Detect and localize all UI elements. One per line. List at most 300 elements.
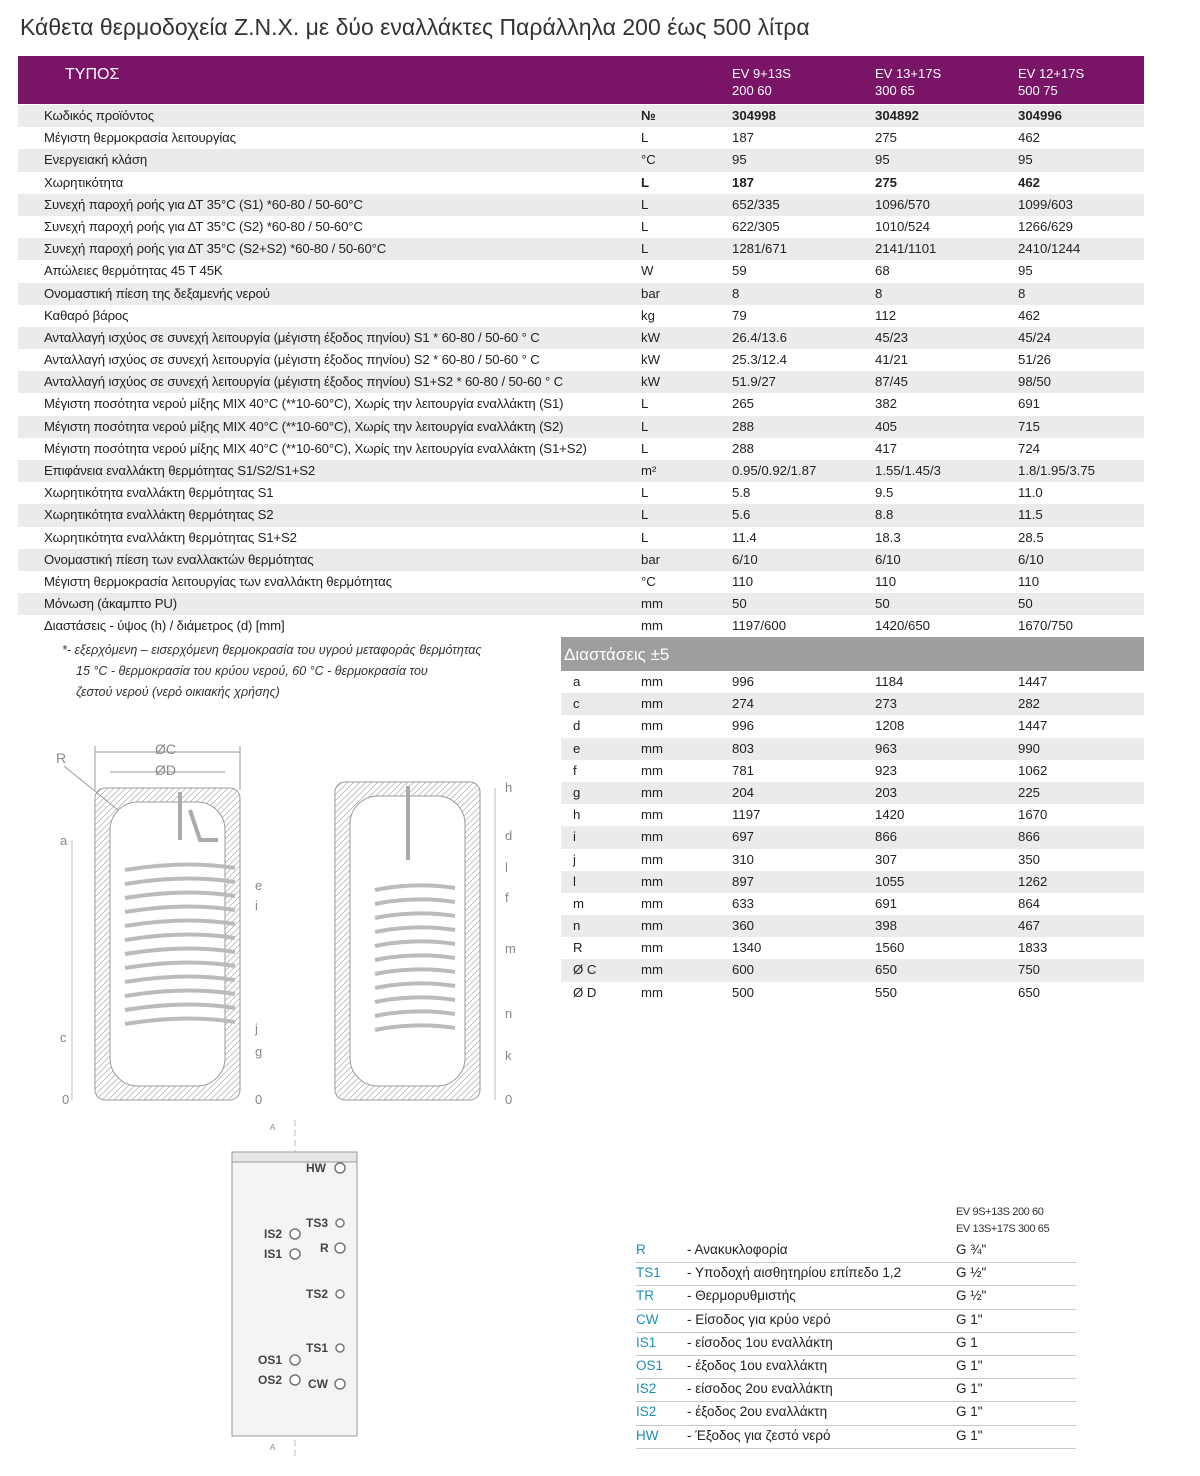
dimension-row (561, 715, 1144, 737)
spec-value-3: 6/10 (1018, 551, 1044, 567)
connection-size: G ½" (956, 1288, 987, 1304)
spec-value-1: 652/335 (732, 196, 780, 212)
spec-unit: kW (641, 352, 661, 368)
label-phi-d: ØD (155, 762, 176, 778)
spec-label: Μέγιστη ποσότητα νερού μίξης MIX 40°C (**10-60°C), Χωρίς την λειτουργία εναλλάκτη (S1+S2) (44, 440, 587, 456)
spec-table-body (18, 105, 1144, 638)
dim-label: i (573, 829, 576, 845)
dimension-row (561, 915, 1144, 937)
spec-value-3: 1.8/1.95/3.75 (1018, 463, 1095, 478)
spec-label: Χωρητικότητα (44, 174, 124, 190)
connection-size: G 1" (956, 1404, 983, 1420)
spec-value-3: 95 (1018, 152, 1033, 168)
right-section-drawing (335, 780, 516, 1107)
spec-value-2: 41/21 (875, 352, 909, 368)
port-label-6: TS1 (306, 1341, 329, 1355)
cross-section-drawings (40, 730, 540, 1115)
spec-value-3: 51/26 (1018, 352, 1052, 368)
dim-value-3: 1447 (1018, 674, 1048, 689)
dimensions-table (561, 671, 1144, 1004)
spec-label: Χωρητικότητα εναλλάκτη θερμότητας S2 (44, 507, 274, 523)
spec-row (18, 504, 1144, 526)
dim-value-3: 1447 (1018, 718, 1048, 734)
connection-code: R (636, 1242, 646, 1257)
page-title: Κάθετα θερμοδοχεία Ζ.Ν.Χ. με δύο εναλλάκτες Παράλληλα 200 έως 500 λίτρα (20, 14, 810, 40)
spec-value-2: 110 (875, 573, 897, 589)
spec-unit: L (641, 241, 649, 257)
spec-label: Χωρητικότητα εναλλάκτη θερμότητας S1+S2 (44, 529, 297, 545)
dim-value-2: 1420 (875, 807, 905, 823)
connection-row (636, 1263, 1076, 1286)
spec-row (18, 416, 1144, 438)
dimension-row (561, 959, 1144, 981)
dim-unit: mm (641, 895, 663, 911)
dim-label: n (573, 918, 581, 934)
spec-value-3: 724 (1018, 440, 1041, 456)
spec-value-1: 95 (732, 152, 747, 168)
spec-value-1: 5.8 (732, 485, 751, 501)
dim-value-3: 1262 (1018, 873, 1048, 889)
spec-value-1: 288 (732, 440, 755, 456)
dimension-row (561, 849, 1144, 871)
dim-value-3: 750 (1018, 962, 1041, 978)
spec-value-3: 98/50 (1018, 374, 1052, 390)
connections-table (636, 1240, 1076, 1449)
spec-row (18, 149, 1144, 171)
dim-unit: mm (641, 718, 663, 734)
spec-value-2: 112 (875, 307, 897, 323)
label-r: R (56, 750, 67, 766)
dim-value-3: 1833 (1018, 940, 1048, 956)
dim-value-2: 963 (875, 740, 898, 756)
spec-unit: L (641, 196, 649, 212)
port-label-5: TS2 (306, 1287, 329, 1301)
dim-value-1: 697 (732, 829, 755, 845)
spec-row (18, 260, 1144, 282)
dim-label: R (573, 940, 583, 956)
dim-value-1: 500 (732, 984, 755, 1000)
dim-value-3: 467 (1018, 918, 1041, 934)
spec-value-3: 1099/603 (1018, 196, 1074, 212)
dim-value-2: 691 (875, 895, 898, 911)
connection-row (636, 1402, 1076, 1425)
dim-value-1: 1340 (732, 940, 762, 956)
label-d: d (505, 828, 513, 843)
connection-row (636, 1333, 1076, 1356)
spec-row (18, 549, 1144, 571)
spec-unit: m² (641, 463, 657, 478)
spec-unit: °C (641, 152, 656, 168)
port-circle-os1 (290, 1355, 300, 1365)
connection-size: G ¾" (956, 1242, 987, 1257)
connection-row (636, 1356, 1076, 1379)
spec-label: Μέγιστη θερμοκρασία λειτουργίας (44, 130, 236, 146)
spec-row (18, 615, 1144, 637)
spec-value-3: 462 (1018, 307, 1041, 323)
spec-value-1: 6/10 (732, 551, 758, 567)
port-label-0: HW (306, 1161, 326, 1175)
spec-value-2: 87/45 (875, 374, 909, 390)
spec-unit: kW (641, 374, 661, 390)
port-circle-ts2 (336, 1290, 344, 1298)
dimension-row (561, 826, 1144, 848)
front-view-drawing (200, 1120, 390, 1460)
spec-value-1: 26.4/13.6 (732, 329, 787, 345)
spec-value-3: 11.5 (1018, 507, 1043, 523)
dimension-row (561, 760, 1144, 782)
port-circle-cw (335, 1379, 345, 1389)
spec-value-3: 95 (1018, 263, 1033, 279)
spec-value-1: 265 (732, 396, 755, 412)
label-zero-left: 0 (62, 1092, 70, 1107)
spec-unit: L (641, 440, 649, 456)
dim-value-1: 310 (732, 851, 755, 867)
spec-label: Χωρητικότητα εναλλάκτη θερμότητας S1 (44, 485, 274, 501)
connection-code: IS2 (636, 1404, 657, 1420)
spec-unit: № (641, 108, 656, 123)
dim-label: g (573, 784, 581, 800)
spec-unit: mm (641, 596, 663, 612)
dim-label: l (573, 873, 576, 889)
port-circle-ts1 (336, 1344, 344, 1352)
spec-unit: kW (641, 329, 661, 345)
spec-value-1: 8 (732, 285, 740, 301)
section-mark-top: A (270, 1123, 276, 1132)
spec-row (18, 238, 1144, 260)
spec-value-2: 1.55/1.45/3 (875, 463, 941, 478)
dim-value-1: 803 (732, 740, 755, 756)
dim-label: c (573, 696, 580, 712)
spec-row (18, 305, 1144, 327)
footnote: *- εξερχόμενη – εισερχόμενη θερμοκρασία του υγρού μεταφοράς θερμότητας 15 °C - θερμοκρασία του κρύου νερού, 60 °C - θερμοκρασία του ζεστού νερού (νερό οικιακής χρήσης) (62, 643, 482, 699)
spec-value-2: 275 (875, 130, 898, 146)
connection-code: HW (636, 1427, 659, 1443)
spec-value-3: 11.0 (1018, 485, 1043, 501)
spec-label: Συνεχή παροχή ροής για ΔΤ 35°C (S2+S2) *60-80 / 50-60°C (44, 241, 387, 257)
connection-row (636, 1286, 1076, 1309)
dim-unit: mm (641, 762, 663, 778)
spec-value-2: 2141/1101 (875, 241, 937, 257)
dim-value-1: 600 (732, 962, 755, 978)
spec-value-2: 6/10 (875, 551, 901, 567)
dim-value-1: 781 (732, 762, 755, 778)
spec-value-1: 59 (732, 263, 747, 279)
spec-label: Μέγιστη ποσότητα νερού μίξης MIX 40°C (**10-60°C), Χωρίς την λειτουργία εναλλάκτη (S2) (44, 418, 564, 434)
spec-row (18, 283, 1144, 305)
spec-value-2: 304892 (875, 108, 920, 123)
dim-unit: mm (641, 807, 663, 823)
spec-value-1: 0.95/0.92/1.87 (732, 463, 817, 478)
spec-label: Συνεχή παροχή ροής για ΔΤ 35°C (S2) *60-80 / 50-60°C (44, 218, 363, 234)
port-label-2: IS2 (264, 1227, 283, 1241)
connection-code: CW (636, 1311, 659, 1327)
model-header-1: EV 9+13S 200 60 (732, 66, 791, 98)
spec-unit: kg (641, 307, 655, 323)
spec-row (18, 127, 1144, 149)
connection-code: TR (636, 1288, 654, 1304)
spec-value-1: 79 (732, 307, 747, 323)
spec-value-3: 50 (1018, 596, 1033, 612)
dim-unit: mm (641, 984, 663, 1000)
spec-label: Μέγιστη ποσότητα νερού μίξης MIX 40°C (**10-60°C), Χωρίς την λειτουργία εναλλάκτη (S1) (44, 396, 564, 412)
spec-label: Ανταλλαγή ισχύος σε συνεχή λειτουργία (μέγιστη έξοδος πηνίου) S1+S2 * 60-80 / 50-60 ° C (44, 374, 563, 390)
port-circle-is1 (290, 1249, 300, 1259)
label-l: l (505, 860, 508, 875)
spec-unit: mm (641, 618, 663, 634)
spec-label: Επιφάνεια εναλλάκτη θερμότητας S1/S2/S1+S2 (44, 463, 316, 478)
dim-unit: mm (641, 851, 663, 867)
dim-unit: mm (641, 829, 663, 845)
dim-label: j (573, 851, 576, 867)
spec-value-1: 622/305 (732, 218, 780, 234)
spec-value-3: 1266/629 (1018, 218, 1074, 234)
label-n: n (505, 1006, 513, 1021)
connection-description: - είσοδος 2ου εναλλάκτη (687, 1381, 833, 1397)
label-m: m (505, 941, 516, 956)
port-label-1: TS3 (306, 1216, 329, 1230)
port-circle-ts3 (336, 1219, 344, 1227)
dimension-row (561, 982, 1144, 1004)
connection-size: G 1" (956, 1357, 983, 1373)
port-circle-is2 (290, 1229, 300, 1239)
spec-value-1: 25.3/12.4 (732, 352, 787, 368)
model-header-2: EV 13+17S 300 65 (875, 66, 942, 98)
connection-description: - Υποδοχή αισθητηρίου επίπεδο 1,2 (687, 1265, 902, 1281)
dim-unit: mm (641, 674, 663, 689)
dim-value-1: 897 (732, 873, 755, 889)
connection-code: IS1 (636, 1334, 657, 1350)
spec-label: Ενεργειακή κλάση (44, 152, 148, 168)
port-circle-os2 (290, 1375, 300, 1385)
port-circle-hw (335, 1163, 345, 1173)
port-circle-r (335, 1243, 345, 1253)
spec-value-3: 715 (1018, 418, 1041, 434)
dim-unit: mm (641, 696, 663, 712)
dimension-row (561, 893, 1144, 915)
dim-label: m (573, 895, 584, 911)
spec-label: Κωδικός προϊόντος (44, 108, 154, 123)
dim-value-3: 350 (1018, 851, 1041, 867)
dimension-row (561, 782, 1144, 804)
spec-value-1: 5.6 (732, 507, 751, 523)
dimension-row (561, 693, 1144, 715)
dim-value-1: 274 (732, 696, 755, 712)
section-mark-bottom: A (270, 1443, 276, 1452)
connection-description: - έξοδος 1ου εναλλάκτη (687, 1357, 828, 1373)
spec-value-3: 2410/1244 (1018, 241, 1081, 257)
spec-value-2: 9.5 (875, 485, 894, 501)
dimension-row (561, 671, 1144, 693)
spec-row (18, 216, 1144, 238)
port-label-9: CW (308, 1377, 328, 1391)
label-g: g (255, 1044, 263, 1059)
dim-unit: mm (641, 962, 663, 978)
spec-label: Απώλειες θερμότητας 45 Τ 45Κ (44, 263, 223, 279)
spec-value-2: 417 (875, 440, 898, 456)
spec-unit: L (641, 507, 649, 523)
spec-value-2: 18.3 (875, 529, 901, 545)
connection-description: - Θερμορυθμιστής (687, 1288, 796, 1304)
label-h: h (505, 780, 513, 795)
spec-label: Ονομαστική πίεση των εναλλακτών θερμότητας (44, 551, 314, 567)
dim-value-1: 1197 (732, 807, 761, 823)
spec-row (18, 438, 1144, 460)
spec-row (18, 172, 1144, 194)
dim-value-2: 650 (875, 962, 898, 978)
dim-value-2: 923 (875, 762, 898, 778)
spec-value-3: 1670/750 (1018, 618, 1074, 634)
model-header-3: EV 12+17S 500 75 (1018, 66, 1085, 98)
dim-value-1: 996 (732, 718, 755, 734)
spec-value-3: 462 (1018, 174, 1041, 190)
dim-value-3: 282 (1018, 696, 1041, 712)
spec-value-1: 50 (732, 596, 747, 612)
port-label-4: R (320, 1241, 329, 1255)
label-c: c (60, 1030, 67, 1045)
dim-value-2: 1208 (875, 718, 905, 734)
spec-value-3: 304996 (1018, 108, 1063, 123)
label-zero-mid: 0 (255, 1092, 263, 1107)
dim-value-3: 225 (1018, 784, 1041, 800)
spec-label: Ανταλλαγή ισχύος σε συνεχή λειτουργία (μέγιστη έξοδος πηνίου) S2 * 60-80 / 50-60 ° C (44, 352, 540, 368)
spec-value-1: 304998 (732, 108, 777, 123)
dim-value-3: 1670 (1018, 807, 1048, 823)
spec-value-1: 1281/671 (732, 241, 788, 257)
dim-unit: mm (641, 740, 663, 756)
spec-value-3: 110 (1018, 573, 1040, 589)
spec-row (18, 482, 1144, 504)
label-a: a (60, 833, 68, 848)
spec-row (18, 393, 1144, 415)
connection-description: - έξοδος 2ου εναλλάκτη (687, 1404, 828, 1420)
dim-value-3: 650 (1018, 984, 1041, 1000)
spec-unit: bar (641, 285, 661, 301)
dim-value-2: 203 (875, 784, 898, 800)
spec-value-1: 110 (732, 573, 754, 589)
dim-label: a (573, 674, 581, 689)
dim-label: e (573, 740, 581, 756)
spec-row (18, 571, 1144, 593)
spec-value-1: 187 (732, 130, 755, 146)
spec-row (18, 349, 1144, 371)
spec-value-2: 45/23 (875, 329, 909, 345)
dim-value-3: 866 (1018, 829, 1041, 845)
spec-value-2: 68 (875, 263, 890, 279)
connection-size: G 1" (956, 1311, 983, 1327)
connection-row (636, 1379, 1076, 1402)
connection-description: - είσοδος 1ου εναλλάκτη (687, 1334, 833, 1350)
port-label-7: OS1 (258, 1353, 283, 1367)
port-label-8: OS2 (258, 1373, 283, 1387)
spec-value-3: 45/24 (1018, 329, 1052, 345)
dim-value-2: 307 (875, 851, 898, 867)
label-i: i (255, 898, 258, 913)
dim-value-2: 273 (875, 696, 898, 712)
spec-row (18, 460, 1144, 482)
connection-size: G 1 (956, 1334, 978, 1350)
spec-unit: °C (641, 573, 656, 589)
spec-label: Διαστάσεις - ύψος (h) / διάμετρος (d) [mm] (44, 618, 285, 634)
dim-label: f (573, 762, 577, 778)
connection-description: - Έξοδος για ζεστό νερό (687, 1427, 831, 1443)
spec-row (18, 371, 1144, 393)
spec-unit: L (641, 174, 650, 190)
dim-value-2: 398 (875, 918, 898, 934)
spec-value-1: 1197/600 (732, 618, 787, 634)
connection-row (636, 1426, 1076, 1449)
spec-row (18, 327, 1144, 349)
dim-value-2: 866 (875, 829, 898, 845)
spec-unit: bar (641, 551, 661, 567)
spec-value-3: 28.5 (1018, 529, 1044, 545)
spec-value-2: 1010/524 (875, 218, 931, 234)
spec-label: Μέγιστη θερμοκρασία λειτουργίας των εναλλάκτη θερμότητας (44, 573, 392, 589)
dim-value-1: 633 (732, 895, 755, 911)
connection-size: G ½" (956, 1265, 987, 1281)
connection-row (636, 1240, 1076, 1263)
label-phi-c: ØC (155, 741, 176, 757)
dim-value-1: 996 (732, 674, 755, 689)
label-k: k (505, 1048, 512, 1063)
dimension-row (561, 937, 1144, 959)
spec-value-2: 1420/650 (875, 618, 931, 634)
dim-label: h (573, 807, 581, 823)
connection-size: G 1" (956, 1427, 983, 1443)
dimension-row (561, 871, 1144, 893)
spec-value-1: 11.4 (732, 529, 757, 545)
spec-value-1: 288 (732, 418, 755, 434)
spec-label: Καθαρό βάρος (44, 307, 129, 323)
spec-unit: L (641, 485, 649, 501)
dim-label: Ø D (573, 984, 597, 1000)
dimension-row (561, 804, 1144, 826)
dim-unit: mm (641, 873, 663, 889)
spec-unit: L (641, 130, 649, 146)
spec-row (18, 194, 1144, 216)
spec-unit: L (641, 529, 649, 545)
dim-unit: mm (641, 918, 663, 934)
spec-unit: L (641, 418, 649, 434)
spec-value-2: 1096/570 (875, 196, 931, 212)
spec-value-2: 8 (875, 285, 883, 301)
connections-header: EV 9S+13S 200 60 EV 13S+17S 300 65 (956, 1206, 1050, 1235)
spec-unit: L (641, 218, 649, 234)
dim-value-3: 1062 (1018, 762, 1048, 778)
spec-value-3: 462 (1018, 130, 1041, 146)
spec-unit: L (641, 396, 649, 412)
connection-description: - Είσοδος για κρύο νερό (687, 1311, 831, 1327)
spec-row (18, 527, 1144, 549)
dim-value-2: 1560 (875, 940, 905, 956)
spec-label: Ονομαστική πίεση της δεξαμενής νερού (44, 285, 270, 301)
label-e: e (255, 878, 263, 893)
connection-row (636, 1310, 1076, 1333)
spec-value-3: 8 (1018, 285, 1026, 301)
dimension-row (561, 738, 1144, 760)
spec-table-header (18, 56, 1144, 104)
dim-value-2: 1055 (875, 873, 905, 889)
spec-value-1: 187 (732, 174, 755, 190)
left-section-drawing (56, 741, 262, 1107)
dim-value-3: 990 (1018, 740, 1041, 756)
dimensions-header: Διαστάσεις ±5 (561, 637, 1144, 671)
spec-label: Μόνωση (άκαμπτο PU) (44, 596, 177, 612)
dim-value-1: 360 (732, 918, 755, 934)
connection-code: OS1 (636, 1357, 664, 1373)
spec-value-2: 95 (875, 152, 890, 168)
label-j: j (255, 1021, 258, 1036)
connection-code: IS2 (636, 1381, 657, 1397)
